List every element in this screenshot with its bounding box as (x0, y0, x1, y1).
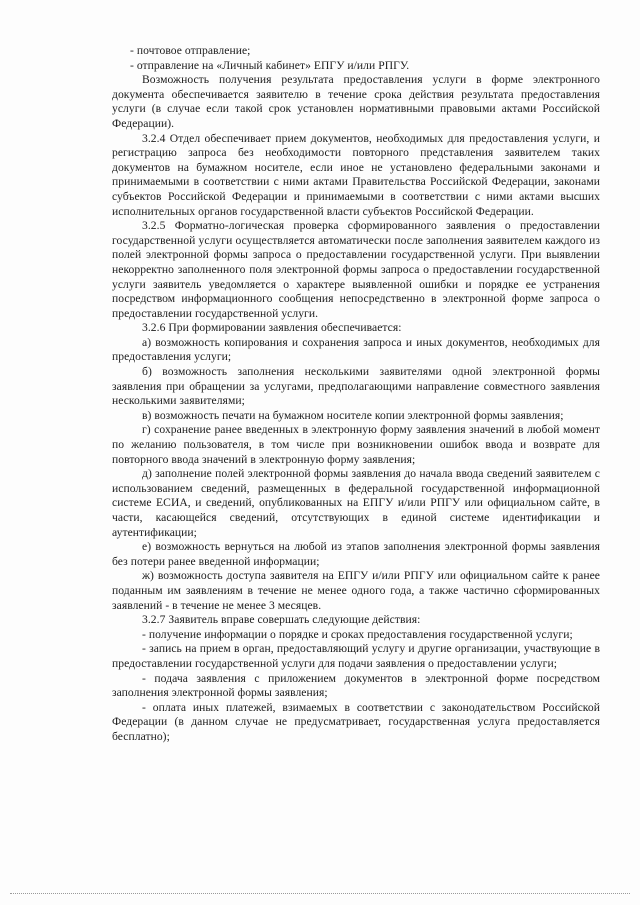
paragraph-3-2-5: 3.2.5 Форматно-логическая проверка сформированного заявления о предоставлении государственной услуги осуществляется автоматически после заполнения заявителем каждого из полей электронной формы запроса о предоставлении государственной услуги. При выявлении некорректно заполненного поля электронной формы запроса о предоставлении государственной услуги заявитель уведомляется о характере выявленной ошибки и порядке ее устранения посредством информационного сообщения непосредственно в электронной форме запроса о предоставлении государственной услуги. (112, 219, 600, 320)
list-item-v: в) возможность печати на бумажном носителе копии электронной формы заявления; (142, 408, 564, 422)
list-item-d: д) заполнение полей электронной формы заявления до начала ввода сведений заявителем с использованием сведений, размещенных в федеральной государственной информационной системе ЕСИА, и сведений, опубликованных на ЕПГУ и/или РПГУ или официальном сайте, в части, касающейся сведений, отсутствующих в единой системе идентификации и аутентификации; (112, 467, 600, 539)
document-body (112, 44, 600, 745)
list-item-a: а) возможность копирования и сохранения запроса и иных документов, необходимых для предоставления услуги; (112, 335, 600, 364)
list-item-info: - получение информации о порядке и сроках предоставления государственной услуги; (142, 627, 573, 641)
list-item-zh: ж) возможность доступа заявителя на ЕПГУ и/или РПГУ или официальном сайте к ранее поданным им заявлениям в течение не менее одного года, а также частично сформированных заявлений - в течение не менее 3 месяцев. (112, 569, 600, 612)
list-item-b: б) возможность заполнения несколькими заявителями одной электронной формы заявления при обращении за услугами, предполагающими направление совместного заявления несколькими заявителями; (112, 365, 600, 408)
paragraph-3-2-6: 3.2.6 При формировании заявления обеспечивается: (142, 321, 402, 335)
list-item-g: г) сохранение ранее введенных в электронную форму заявления значений в любой момент по желанию пользователя, в том числе при возникновении ошибок ввода и возврате для повторного ввода значений в электронную форму заявления; (112, 423, 600, 466)
list-item-e: е) возможность вернуться на любой из этапов заполнения электронной формы заявления без потери ранее введенной информации; (112, 540, 600, 568)
list-item-appointment: - запись на прием в орган, предоставляющий услугу и другие организации, участвующие в предоставлении государственной услуги для подачи заявления о предоставлении услуги; (112, 642, 600, 670)
list-item-payment: - оплата иных платежей, взимаемых в соответствии с законодательством Российской Федерации (в данном случае не предусматривает, государственная услуга предоставляется бесплатно); (112, 700, 600, 743)
list-item-submission: - подача заявления с приложением документов в электронной форме посредством заполнения электронной формы заявления; (112, 671, 600, 700)
paragraph-electronic-result: Возможность получения результата предоставления услуги в форме электронного документа обеспечивается заявителю в течение срока действия результата предоставления услуги (в случае если такой срок установлен нормативными правовыми актами Российской Федерации). (112, 73, 600, 130)
scan-edge-line (10, 893, 630, 894)
paragraph-3-2-4: 3.2.4 Отдел обеспечивает прием документов, необходимых для предоставления услуги, и регистрацию запроса без необходимости повторного представления заявителем таких документов на бумажном носителе, если иное не установлено федеральными законами и принимаемыми в соответствии с ними актами Правительства Российской Федерации, законами субъектов Российской Федерации и принимаемыми в соответствии с ними актами высших исполнительных органов государственной власти субъектов Российской Федерации. (112, 131, 600, 218)
list-item-cabinet: - отправление на «Личный кабинет» ЕПГУ и/или РПГУ. (130, 58, 410, 72)
paragraph-3-2-7: 3.2.7 Заявитель вправе совершать следующие действия: (142, 613, 421, 627)
list-item-postal: - почтовое отправление; (130, 44, 251, 57)
